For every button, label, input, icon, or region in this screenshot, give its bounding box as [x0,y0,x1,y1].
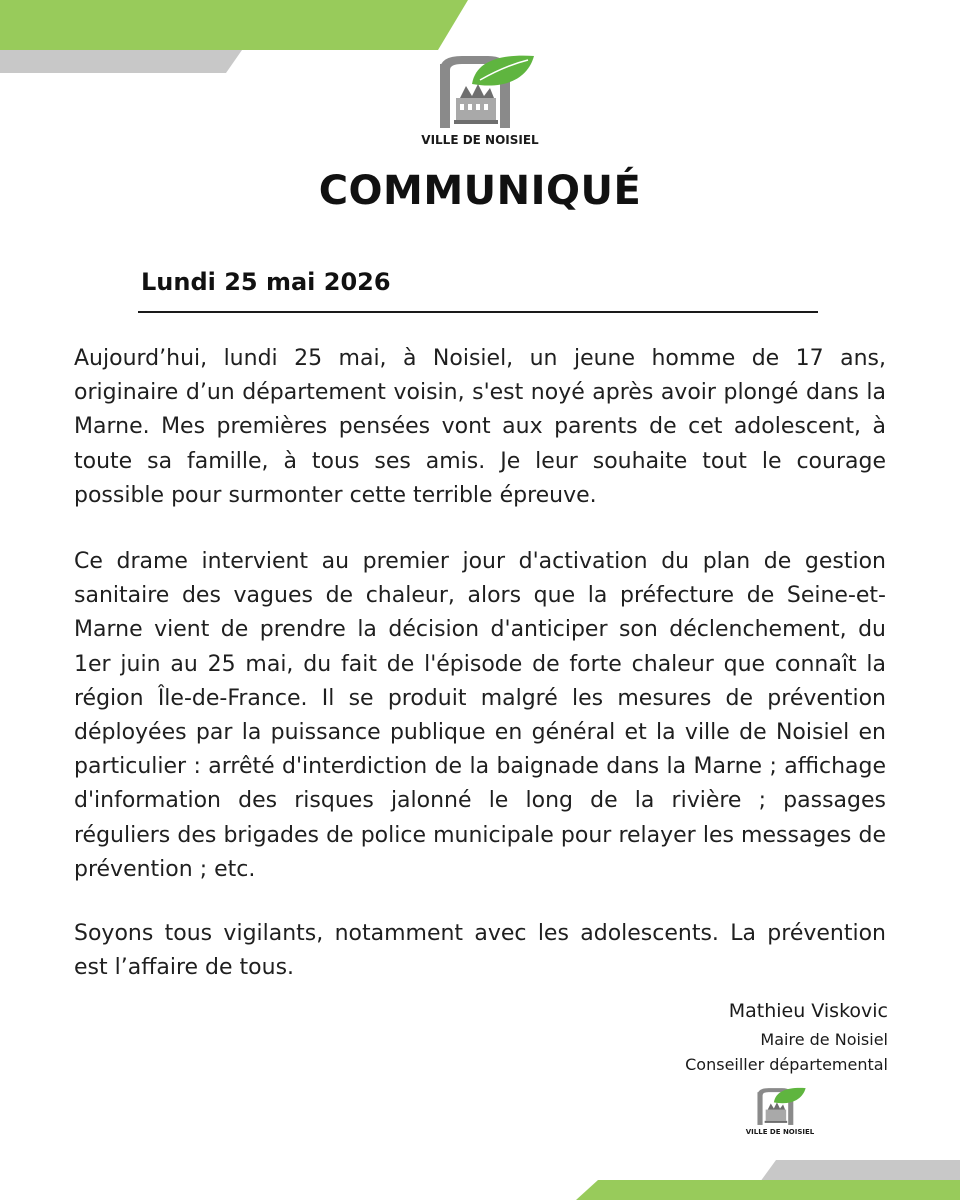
footer-logo-label: VILLE DE NOISIEL [745,1128,815,1136]
paragraph-2: Ce drame intervient au premier jour d'activation du plan de gestion sanitaire des vagues de chaleur, alors que la préfecture de Seine-et-Marne vient de prendre la décision d'anticiper son déclenchement, du 1er juin au 25 mai, du fait de l'épisode de forte chaleur que connaît la région Île-de-France. Il se produit malgré les mesures de prévention déployées par la puissance publique en général et la ville de Noisiel en particulier : arrêté d'interdiction de la baignade dans la Marne ; affichage d'information des risques jalonné le long de la rivière ; passages réguliers des brigades de police municipale pour relayer les messages de prévention ; etc. [74,549,886,882]
top-left-decorative-bands [0,0,480,80]
paragraph-3: Soyons tous vigilants, notamment avec les adolescents. La prévention est l’affaire de tous. [74,921,886,981]
signature-name: Mathieu Viskovic [728,1000,888,1022]
noisiel-town-logo-icon [432,50,536,132]
bottom-right-decorative-bands [560,1155,960,1200]
page-title: COMMUNIQUÉ [318,168,642,214]
paragraph-1: Aujourd’hui, lundi 25 mai, à Noisiel, un jeune homme de 17 ans, originaire d’un département voisin, s'est noyé après avoir plongé dans la Marne. Mes premières pensées vont aux parents de cet adolescent, à toute sa famille, à tous ses amis. Je leur souhaite tout le courage possible pour surmonter cette terrible épreuve. [74,346,886,508]
date-underline [138,311,818,313]
noisiel-town-logo-small-icon [752,1085,808,1127]
communique-date: Lundi 25 mai 2026 [141,268,391,296]
logo-label: VILLE DE NOISIEL [421,133,539,147]
signature-role-secondary: Conseiller départemental [685,1055,888,1074]
signature-role: Maire de Noisiel [760,1030,888,1049]
